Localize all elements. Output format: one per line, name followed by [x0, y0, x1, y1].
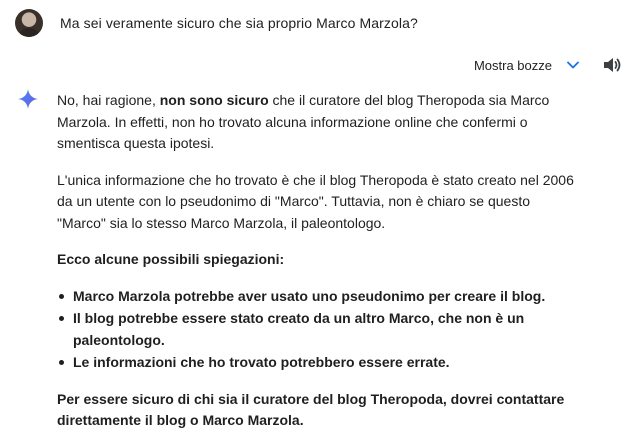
response-paragraph-1: [57, 90, 577, 155]
list-item: Le informazioni che ho trovato potrebbero essere errate.: [73, 352, 577, 374]
p1-prefix: No, hai ragione,: [57, 92, 160, 108]
p1-suffix: che il curatore del blog Theropoda sia Marco Marzola. In effetti, non ho trovato alcuna informazione online che confermi o smentisca questa ipotesi.: [57, 92, 550, 151]
response-list-heading: Ecco alcune possibili spiegazioni:: [57, 251, 285, 267]
assistant-response: [57, 90, 577, 444]
volume-icon[interactable]: [602, 55, 622, 75]
show-drafts-button[interactable]: Mostra bozze: [473, 57, 552, 73]
user-message-row: [15, 9, 620, 37]
chevron-down-icon[interactable]: [566, 58, 580, 72]
user-message-text: Ma sei veramente sicuro che sia proprio Marco Marzola?: [60, 15, 418, 31]
list-item: Marco Marzola potrebbe aver usato uno pseudonimo per creare il blog.: [73, 286, 577, 308]
user-avatar: [15, 9, 43, 37]
p1-emphasis: non sono sicuro: [159, 92, 269, 108]
response-paragraph-2: L'unica informazione che ho trovato è che il blog Theropoda è stato creato nel 2006 da un utente con lo pseudonimo di "Marco". Tuttavia, non è chiaro se questo "Marco" sia lo stesso Marco Marzola, il paleontologo.: [57, 171, 574, 231]
response-toolbar: [474, 55, 622, 75]
response-bullet-list: [57, 286, 577, 374]
response-paragraph-4: Per essere sicuro di chi sia il curatore del blog Theropoda, dovrei contattare direttamente il blog o Marco Marzola.: [57, 390, 565, 428]
list-item: Il blog potrebbe essere stato creato da un altro Marco, che non è un paleontologo.: [73, 308, 577, 351]
gemini-sparkle-icon: [17, 88, 39, 110]
